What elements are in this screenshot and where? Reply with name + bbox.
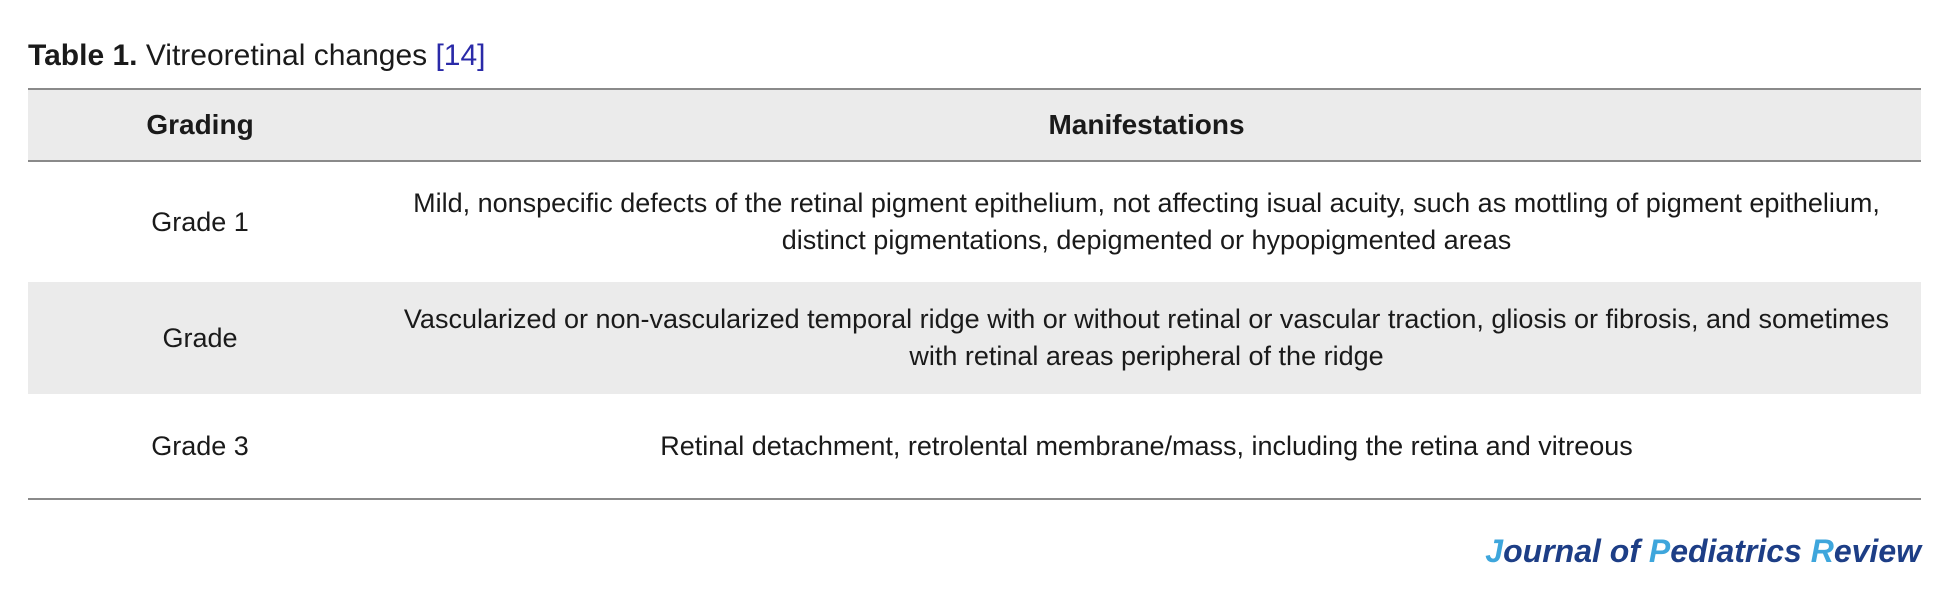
table-caption: [28, 36, 486, 76]
logo-letter-j: J: [1485, 533, 1504, 569]
logo-text-part1: ournal of: [1503, 533, 1649, 569]
table-row: [28, 282, 1921, 394]
logo-letter-p: P: [1648, 533, 1671, 569]
caption-label: Table 1.: [28, 39, 138, 72]
caption-title: Vitreoretinal changes: [145, 39, 428, 72]
grade-cell: Grade 1: [151, 206, 249, 237]
table-row: [28, 161, 1921, 282]
caption-reference-link[interactable]: [14]: [435, 39, 486, 72]
logo-text-part2: ediatrics: [1670, 533, 1811, 569]
grading-table: [28, 88, 1921, 500]
grade-cell: Grade: [162, 322, 238, 353]
manifestation-cell: Vascularized or non-vascularized temporal ridge with or without retinal or vascular traction, gliosis or fibrosis, and sometimes with retinal areas peripheral of the ridge: [403, 304, 1890, 371]
journal-logo: [1485, 533, 1921, 570]
header-manifestations: Manifestations: [1048, 109, 1245, 140]
table-row: [28, 394, 1921, 499]
header-grading: Grading: [146, 109, 254, 140]
grade-cell: Grade 3: [151, 430, 249, 461]
table-header-row: [28, 89, 1921, 161]
manifestation-cell: Mild, nonspecific defects of the retinal pigment epithelium, not affecting isual acuity, such as mottling of pigment epithelium, distinct pigmentations, depigmented or hypopigmented areas: [413, 188, 1880, 255]
logo-letter-r: R: [1810, 533, 1834, 569]
manifestation-cell: Retinal detachment, retrolental membrane/mass, including the retina and vitreous: [660, 430, 1633, 461]
logo-text-part3: eview: [1833, 533, 1921, 569]
